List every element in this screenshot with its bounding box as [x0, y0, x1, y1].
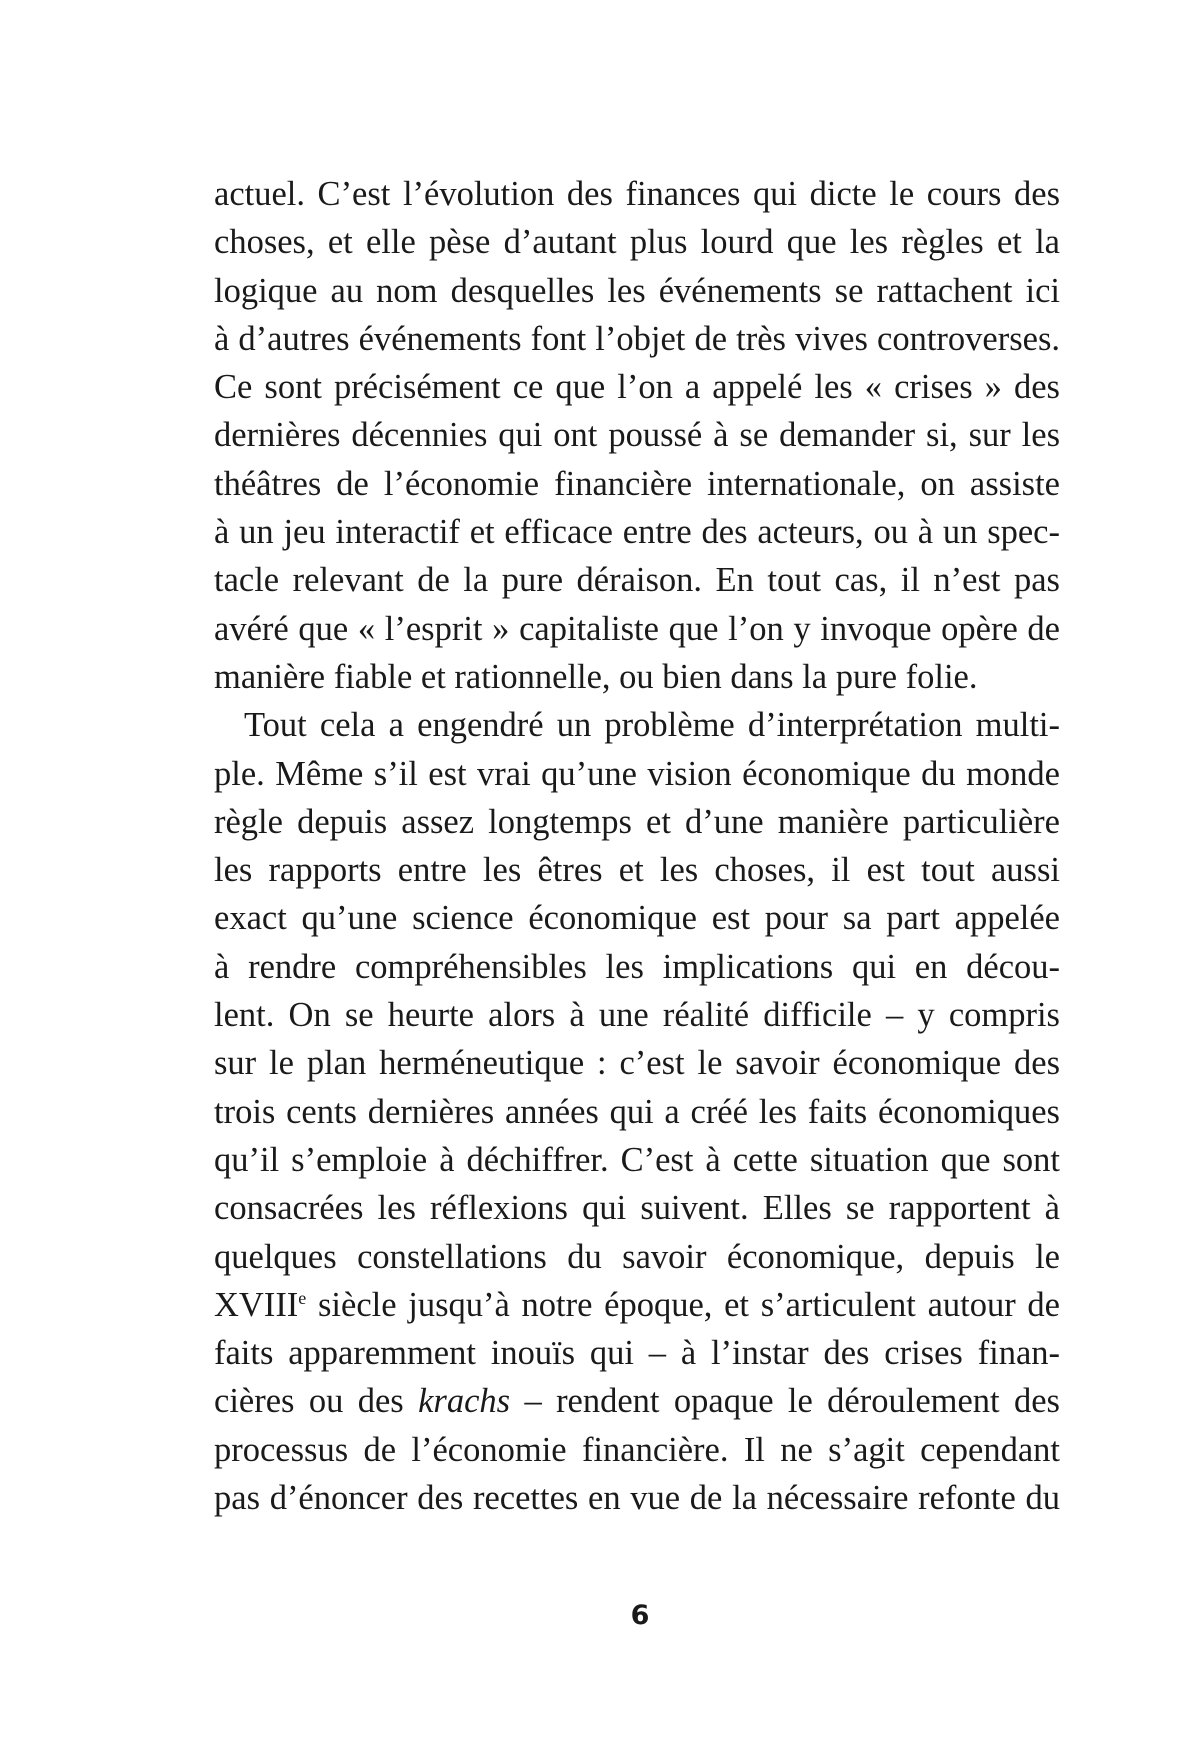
text-line: à d’autres événements font l’objet de très vives controverses. — [214, 319, 1060, 358]
text-line: quelques constellations du savoir économique, depuis le — [214, 1237, 1060, 1276]
text-line: sur le plan herméneutique : c’est le savoir économique des — [214, 1044, 1060, 1083]
text-line: pas d’énoncer des recettes en vue de la nécessaire refonte du — [214, 1479, 1060, 1518]
text-line: Tout cela a engendré un problème d’interprétation multi- — [244, 706, 1060, 745]
text-line-century — [214, 1281, 1060, 1329]
text-line: logique au nom desquelles les événements se rattachent ici — [214, 271, 1060, 310]
text-line: les rapports entre les êtres et les choses, il est tout aussi — [214, 851, 1060, 890]
krachs-before: cières ou des — [214, 1382, 419, 1421]
text-line: trois cents dernières années qui a créé les faits économiques — [214, 1092, 1060, 1131]
text-line: tacle relevant de la pure déraison. En tout cas, il n’est pas — [214, 561, 1060, 600]
text-line: exact qu’une science économique est pour sa part appelée — [214, 899, 1060, 938]
text-line: théâtres de l’économie financière internationale, on assiste — [214, 464, 1060, 503]
text-line-krachs — [214, 1377, 1060, 1425]
text-line: lent. On se heurte alors à une réalité difficile – y compris — [214, 996, 1060, 1035]
text-line: processus de l’économie financière. Il ne s’agit cependant — [214, 1430, 1060, 1469]
text-line: consacrées les réflexions qui suivent. Elles se rapportent à — [214, 1189, 1060, 1228]
krachs-after: – rendent opaque le déroulement des — [510, 1382, 1060, 1421]
century-roman: XVIII — [214, 1285, 299, 1324]
text-line: avéré que « l’esprit » capitaliste que l’on y invoque opère de — [214, 609, 1060, 648]
text-line: règle depuis assez longtemps et d’une manière particulière — [214, 802, 1060, 841]
page-number: 6 — [630, 1600, 650, 1631]
text-line: manière fiable et rationnelle, ou bien dans la pure folie. — [214, 657, 978, 696]
text-line: qu’il s’emploie à déchiffrer. C’est à cette situation que sont — [214, 1140, 1060, 1179]
text-line: à rendre compréhensibles les implications qui en décou- — [214, 947, 1060, 986]
page-body — [214, 170, 1060, 1522]
century-rest: siècle jusqu’à notre époque, et s’articulent autour de — [306, 1285, 1060, 1324]
krachs-italic: krachs — [418, 1382, 511, 1421]
text-line: ple. Même s’il est vrai qu’une vision économique du monde — [214, 754, 1060, 793]
paragraph-1 — [214, 170, 1060, 701]
text-line: Ce sont précisément ce que l’on a appelé les « crises » des — [214, 368, 1060, 407]
text-line: dernières décennies qui ont poussé à se demander si, sur les — [214, 416, 1060, 455]
text-line: actuel. C’est l’évolution des finances qui dicte le cours des — [214, 175, 1060, 213]
century-superscript: e — [298, 1287, 307, 1308]
text-line: choses, et elle pèse d’autant plus lourd que les règles et la — [214, 223, 1060, 262]
text-line: faits apparemment inouïs qui – à l’instar des crises finan- — [214, 1334, 1060, 1373]
paragraph-2 — [214, 701, 1060, 1522]
text-line: à un jeu interactif et efficace entre des acteurs, ou à un spec- — [214, 513, 1060, 552]
